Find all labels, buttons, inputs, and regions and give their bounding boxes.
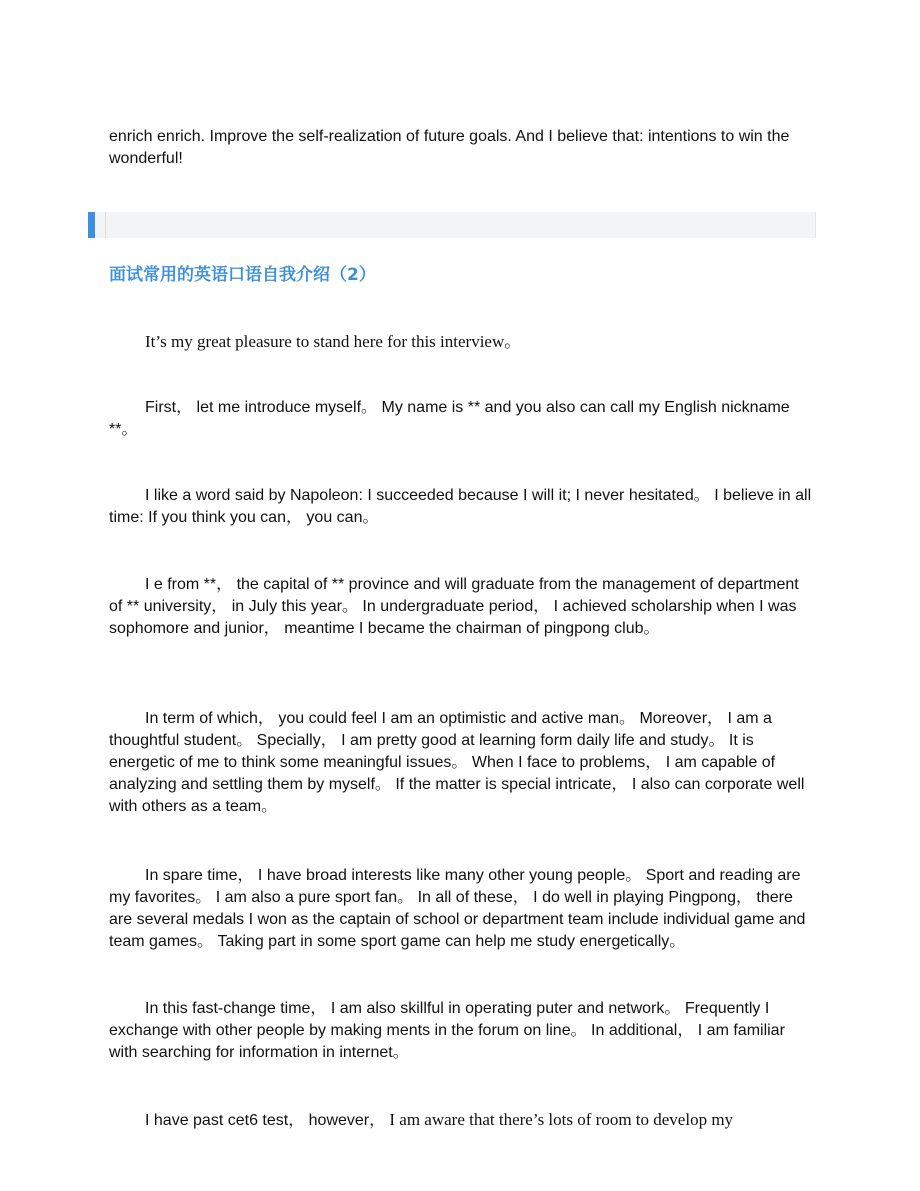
divider-accent-mark	[88, 212, 95, 238]
paragraph-background: I e from **， the capital of ** province and will graduate from the management of department of ** university， in July this year。 In undergraduate period， I achieved scholarship when I was sophomore and junior， meantime I became the chairman of pingpong club。	[109, 576, 799, 637]
cet6-text-part2: I am aware that there’s lots of room to develop my	[385, 1110, 734, 1129]
divider-separator-line	[105, 212, 106, 238]
paragraph-napoleon-quote: I like a word said by Napoleon: I succeeded because I will it; I never hesitated。 I believe in all time: If you think you can， you can。	[109, 487, 812, 526]
paragraph-greeting: It’s my great pleasure to stand here for this interview。	[145, 332, 522, 351]
cet6-text-part1: I have past cet6 test， however，	[145, 1112, 386, 1129]
section-divider-bar	[88, 212, 816, 238]
paragraph-cet6	[109, 1109, 814, 1132]
section-heading: 面试常用的英语口语自我介绍（2）	[109, 265, 376, 285]
paragraph-personality: In term of which， you could feel I am an optimistic and active man。 Moreover， I am a thoughtful student。 Specially， I am pretty good at learning form daily life and study。 It is energetic of me to think some meaningful issues。 When I face to problems， I am capable of analyzing and settling them by myself。 If the matter is special intricate， I also can corporate well with others as a team。	[109, 710, 805, 815]
intro-fragment: enrich enrich. Improve the self-realization of future goals. And I believe that: intentions to win the wonderful!	[109, 128, 790, 167]
paragraph-introduction: First， let me introduce myself。 My name is ** and you also can call my English nickname **。	[109, 399, 790, 438]
paragraph-computer-skills: In this fast-change time， I am also skillful in operating puter and network。 Frequently I exchange with other people by making ments in the forum on line。 In additional， I am familiar with searching for information in internet。	[109, 1000, 785, 1061]
paragraph-interests: In spare time， I have broad interests like many other young people。 Sport and reading are my favorites。 I am also a pure sport fan。 In all of these， I do well in playing Pingpong， there are several medals I won as the captain of school or department team include individual game and team games。 Taking part in some sport game can help me study energetically。	[109, 867, 806, 950]
